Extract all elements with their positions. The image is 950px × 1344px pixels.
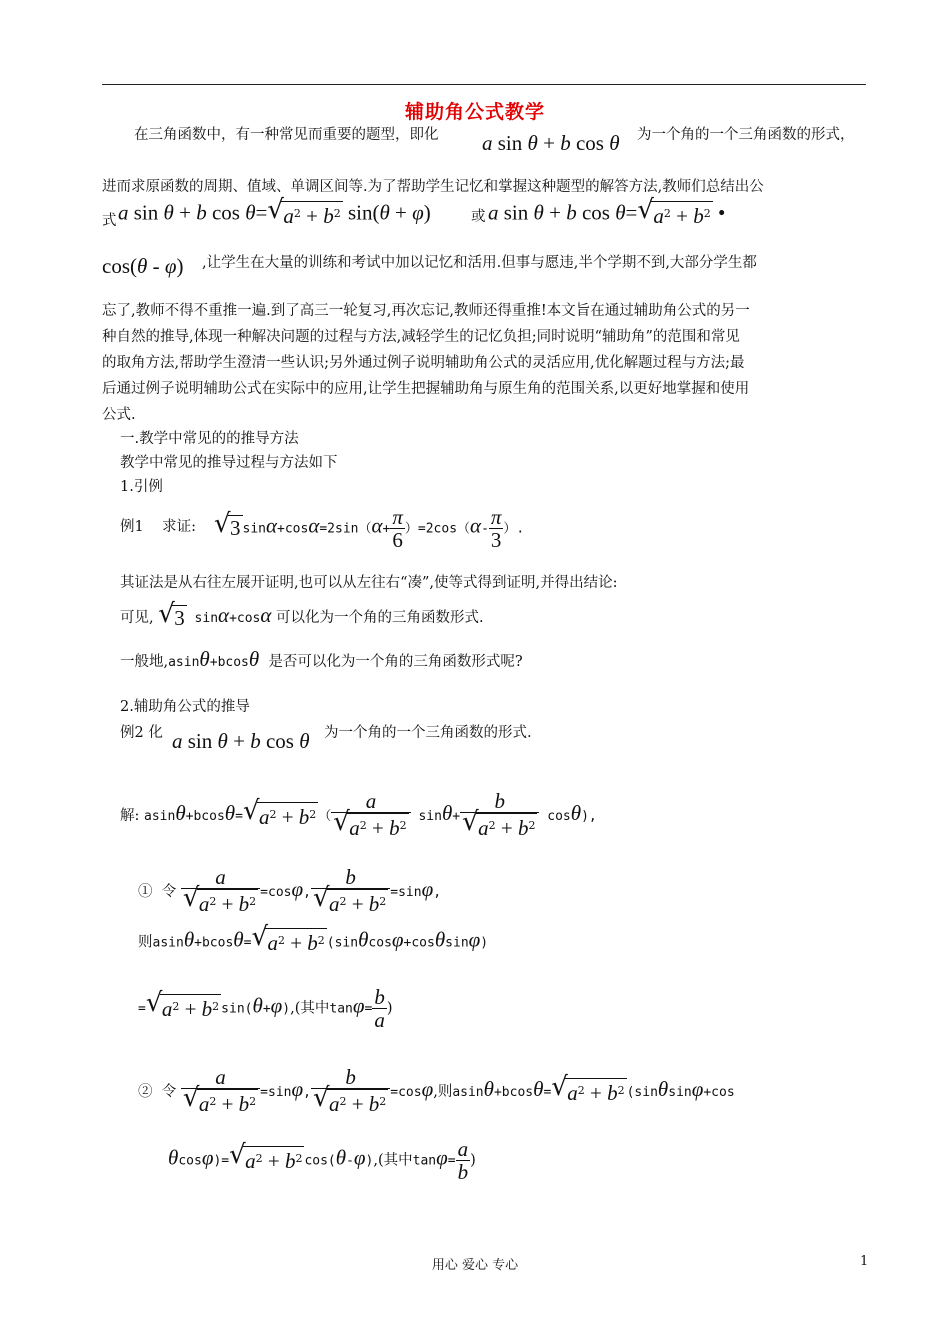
example1-conclusion: 其证法是从右往左展开证明,也可以从左往右“凑”,使等式得到证明,并得出结论: [120,575,618,591]
example2-label: 例2 化 [120,725,163,741]
intro-line-1: 在三角函数中，有一种常见而重要的题型，即化 [134,127,439,143]
example1-formula: √ 3 sinα+cosα=2sin（α+ $\frac{\pi}{6}$ ）=2cos（α- $\frac{\pi}{3}$ ）. [214,505,525,552]
section1-heading: 一.教学中常见的的推导方法 [120,431,299,447]
intro-line-1b: 为一个角的一个三角函数的形式， [637,127,855,143]
case2-result: θcosφ)= √ $a^2 + b^2$ cos(θ-φ),(其中tanφ= $\frac{a}{b}$ ) [168,1137,476,1184]
case1-line: ① 令 a √ $a^2 + b^2$ =cosφ, b √ $a^2 + b^2$ =sinφ, [138,865,442,916]
section2-heading: 2.辅助角公式的推导 [120,699,250,715]
solution-line-1: 解: asinθ+bcosθ= √ $a^2 + b^2$ （ a √ $a^2 + b^2$ sinθ+ b √ $a^2 + b^2$ cosθ), [120,789,597,840]
example2-text: 为一个角的一个三角函数的形式. [324,725,532,741]
section1-sub: 教学中常见的推导过程与方法如下 [120,455,338,471]
section1-item1: 1.引例 [120,479,163,495]
intro-line-4: ,让学生在大量的训练和考试中加以记忆和活用.但事与愿违,半个学期不到,大部分学生都 [202,255,757,271]
case1-then: 则asinθ+bcosθ= √ $a^2 + b^2$ (sinθcosφ+cosθsinφ) [138,922,489,955]
case1-result: = √ $a^2 + b^2$ sin(θ+φ),(其中tanφ= $\frac{b}{a}$ ) [138,985,393,1032]
intro-line-9: 公式. [102,407,136,423]
example2-formula: a sin θ + b cos θ [172,729,310,753]
formula-asin-bcos: a sin θ + b cos θ [482,131,620,155]
intro-line-2: 进而求原函数的周期、值域、单调区间等.为了帮助学生记忆和掌握这种题型的解答方法,教师们总结出公 [102,179,764,195]
intro-line-3b: 或 [471,209,486,225]
formula-cos-diff: cos(θ - φ) [102,254,184,278]
example1-general: 一般地,asinθ+bcosθ 是否可以化为一个角的三角函数形式呢? [120,647,523,671]
case2-line: ② 令 a √ $a^2 + b^2$ =sinφ, b √ $a^2 + b^2$ =cosφ,则asinθ+bcosθ= √ $a^2 + b^2$ (sinθsinφ+cos [138,1065,735,1116]
example1-see: 可见, √ 3 sinα+cosα 可以化为一个角的三角函数形式. [120,598,484,630]
formula-sin-form: a sin θ + b cos θ= √ $a^2 + b^2$ sin(θ + φ) [118,195,431,228]
intro-line-5: 忘了,教师不得不重推一遍.到了高三一轮复习,再次忘记,教师还得重推!本文旨在通过辅助角公式的另一 [102,303,750,319]
intro-line-3a: 式 [102,213,117,229]
page-number: 1 [860,1254,869,1269]
intro-line-8: 后通过例子说明辅助公式在实际中的应用,让学生把握辅助角与原生角的范围关系,以更好地掌握和使用 [102,381,750,397]
page-title: 辅助角公式教学 [404,101,545,123]
page-footer: 用心 爱心 专心 [431,1258,519,1273]
formula-cos-form: a sin θ + b cos θ= √ $a^2 + b^2$ • [488,195,726,228]
example1-label: 例1 求证: [120,519,197,535]
top-rule [102,84,866,85]
intro-line-7: 的取角方法,帮助学生澄清一些认识;另外通过例子说明辅助角公式的灵活应用,优化解题过程与方法;最 [102,355,745,371]
intro-line-6: 种自然的推导,体现一种解决问题的过程与方法,减轻学生的记忆负担;同时说明“辅助角”的范围和常见 [102,329,740,345]
